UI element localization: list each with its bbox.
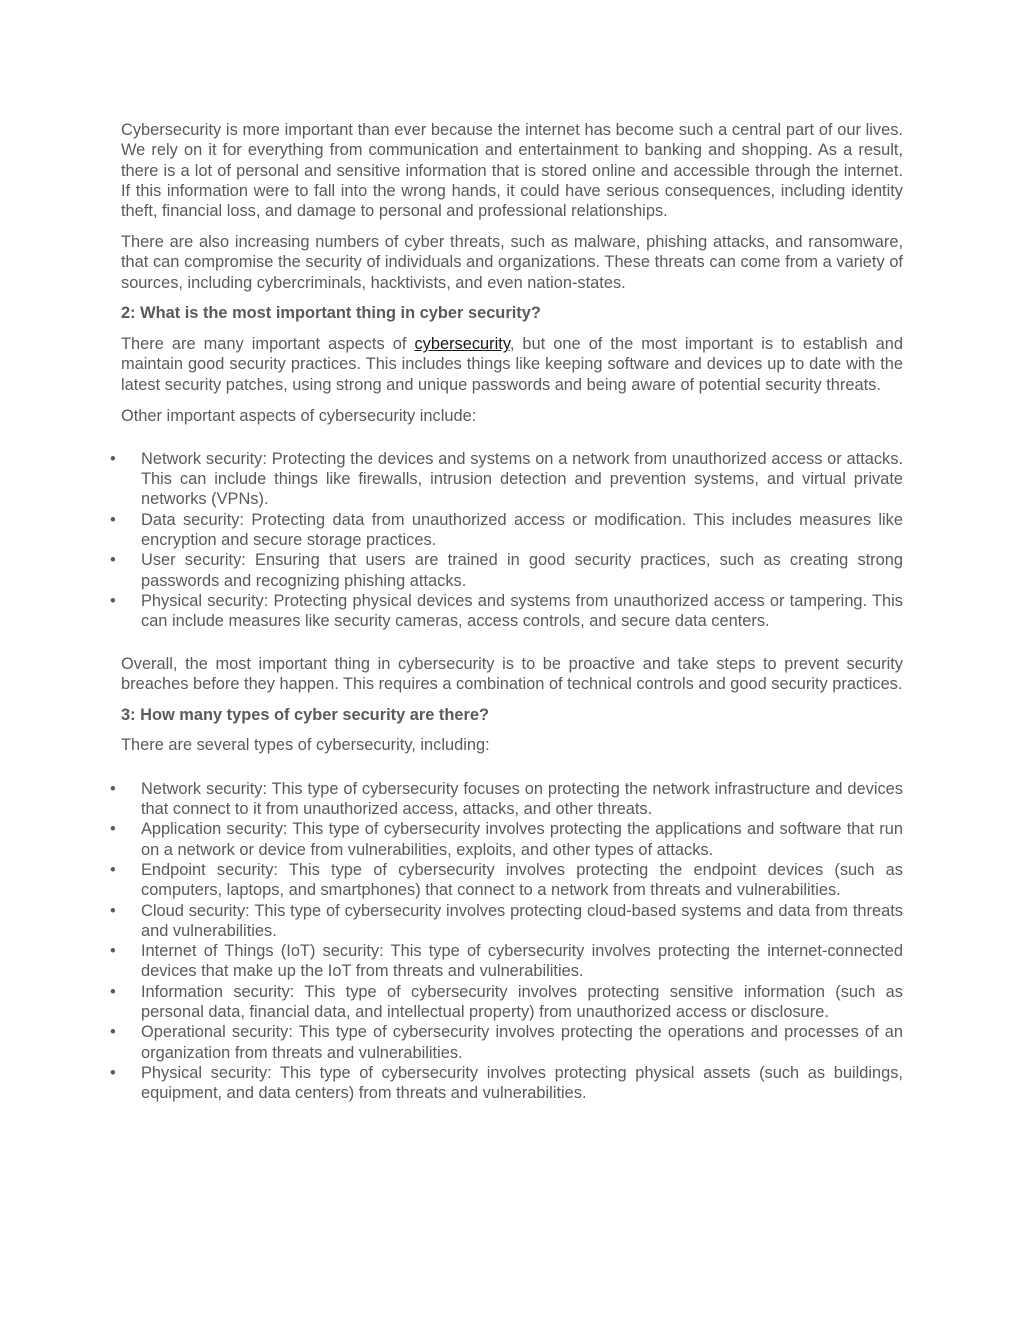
bullet-icon: • [110,820,116,839]
list-item [110,819,903,860]
bullet-icon: • [110,860,116,879]
list-item-text: Information security: This type of cybersecurity involves protecting sensitive information (such as personal data, financial data, and intellectual property) from unauthorized access or disclosure. [141,982,903,1021]
list-item-text: Internet of Things (IoT) security: This type of cybersecurity involves protecting the internet-connected devices that make up the IoT from threats and vulnerabilities. [141,942,903,981]
paragraph-important-aspects-end: , but one of the most important is to establish and maintain good security practices. This includes things like keeping software and devices up to date with the latest security patches, using strong and unique passwords and being aware of potential security threats. [121,335,903,394]
paragraph-types-intro: There are several types of cybersecurity, including: [121,736,490,755]
list-item-text: Application security: This type of cybersecurity involves protecting the applications and software that run on a network or device from vulnerabilities, exploits, and other types of attacks. [141,820,903,859]
list-item [110,591,903,632]
list-item-text: Physical security: This type of cybersecurity involves protecting physical assets (such as buildings, equipment, and data centers) from threats and vulnerabilities. [141,1063,903,1103]
paragraph-other-aspects-intro: Other important aspects of cybersecurity include: [121,406,477,425]
list-item-text: Data security: Protecting data from unauthorized access or modification. This includes measures like encryption and secure storage practices. [141,510,903,550]
paragraph-important-aspects [121,334,903,395]
cybersecurity-link[interactable]: cybersecurity [414,335,510,354]
list-item [110,510,903,551]
heading-most-important-thing: 2: What is the most important thing in cyber security? [121,304,541,323]
list-item-text: Network security: Protecting the devices and systems on a network from unauthorized access or attacks. This can include things like firewalls, intrusion detection and prevention systems, and virtual private networks (VPNs). [141,449,903,509]
paragraph-threats: There are also increasing numbers of cyber threats, such as malware, phishing attacks, and ransomware, that can compromise the security of individuals and organizations. These threats can come from a variety of sources, including cybercriminals, hacktivists, and even nation-states. [121,232,903,292]
list-item [110,1022,903,1063]
list-item [110,860,903,901]
heading-types-of-cyber-security: 3: How many types of cyber security are there? [121,705,490,724]
document-page [110,120,903,1103]
list-item [110,901,903,942]
bullet-icon: • [110,1023,116,1042]
list-item-text: Network security: This type of cybersecurity focuses on protecting the network infrastructure and devices that connect to it from unauthorized access, attacks, and other threats. [141,779,903,819]
list-item-text: Endpoint security: This type of cybersecurity involves protecting the endpoint devices (such as computers, laptops, and smartphones) that connect to a network from threats and vulnerabilities. [141,860,903,900]
list-item [110,1063,903,1104]
list-item-text: Operational security: This type of cybersecurity involves protecting the operations and processes of an organization from threats and vulnerabilities. [141,1023,903,1062]
bullet-icon: • [110,1063,116,1082]
list-item-text: Cloud security: This type of cybersecurity involves protecting cloud-based systems and data from threats and vulnerabilities. [141,901,903,940]
list-item [110,982,903,1023]
bullet-icon: • [110,449,116,468]
paragraph-importance: Cybersecurity is more important than ever because the internet has become such a central part of our lives. We rely on it for everything from communication and entertainment to banking and shopping. As a result, there is a lot of personal and sensitive information that is stored online and accessible through the internet. If this information were to fall into the wrong hands, it could have serious consequences, including identity theft, financial loss, and damage to personal and professional relationships. [121,121,903,221]
paragraph-important-aspects-start: There are many important aspects of [121,335,415,354]
bullet-icon: • [110,901,116,920]
bullet-icon: • [110,510,116,529]
list-item-text: Physical security: Protecting physical devices and systems from unauthorized access or tampering. This can include measures like security cameras, access controls, and secure data centers. [141,591,903,631]
bullet-icon: • [110,591,116,610]
list-item [110,779,903,820]
list-item [110,550,903,591]
bullet-icon: • [110,779,116,798]
bullet-icon: • [110,942,116,961]
bullet-icon: • [110,982,116,1001]
bullet-icon: • [110,551,116,570]
list-item-text: User security: Ensuring that users are trained in good security practices, such as creating strong passwords and recognizing phishing attacks. [141,551,903,590]
list-item [110,449,903,510]
list-security-aspects [110,449,903,632]
list-item [110,941,903,982]
paragraph-overall: Overall, the most important thing in cybersecurity is to be proactive and take steps to prevent security breaches before they happen. This requires a combination of technical controls and good security practices. [121,654,903,693]
list-security-types [110,779,903,1104]
